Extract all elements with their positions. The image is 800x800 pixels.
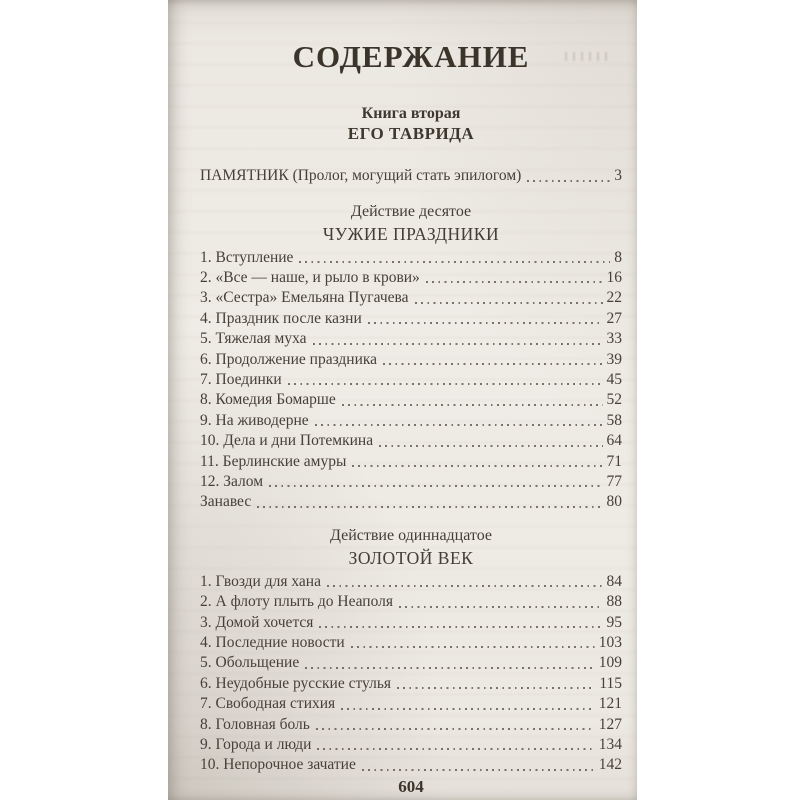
book-heading bbox=[200, 104, 622, 144]
toc-list bbox=[200, 248, 622, 513]
entry-page-number: 52 bbox=[606, 391, 622, 409]
toc-entry bbox=[200, 288, 622, 308]
entry-page-number: 95 bbox=[606, 613, 622, 631]
entry-page-number: 22 bbox=[606, 289, 622, 307]
entry-label: 3. Домой хочется bbox=[200, 613, 314, 631]
entry-page-number: 84 bbox=[606, 572, 622, 590]
entry-page-number: 8 bbox=[614, 248, 622, 266]
toc-entry bbox=[200, 452, 622, 472]
dot-leader bbox=[317, 748, 594, 750]
dot-leader bbox=[397, 687, 595, 689]
book-title: ЕГО ТАВРИДА bbox=[347, 124, 475, 143]
entry-page-number: 109 bbox=[598, 654, 622, 672]
dot-leader bbox=[527, 180, 610, 182]
entry-label: 9. Города и люди bbox=[200, 736, 312, 754]
toc-entry bbox=[200, 633, 622, 653]
toc-entry bbox=[200, 268, 622, 288]
entry-label: 10. Непорочное зачатие bbox=[200, 756, 356, 774]
entry-page-number: 115 bbox=[599, 674, 622, 692]
act-header bbox=[200, 201, 622, 245]
dot-leader bbox=[305, 667, 595, 669]
toc-entry bbox=[200, 694, 622, 714]
entry-page-number: 45 bbox=[606, 370, 622, 388]
entry-label: 6. Неудобные русские стулья bbox=[200, 674, 392, 692]
act-header bbox=[200, 525, 622, 569]
toc-entry bbox=[200, 572, 622, 592]
dot-leader bbox=[352, 465, 602, 467]
toc-entry bbox=[200, 431, 622, 451]
act-label: Действие десятое bbox=[350, 202, 472, 220]
toc-entry bbox=[200, 370, 622, 390]
entry-label: 1. Вступление bbox=[200, 248, 294, 266]
entry-page-number: 39 bbox=[606, 350, 622, 368]
dot-leader bbox=[341, 708, 595, 710]
entry-label: 7. Свободная стихия bbox=[200, 695, 336, 713]
toc-entry bbox=[200, 411, 622, 431]
toc-sections bbox=[200, 201, 622, 776]
entry-label: 9. На живодерне bbox=[200, 411, 309, 429]
dot-leader bbox=[313, 343, 603, 345]
dot-leader bbox=[327, 585, 603, 587]
toc-entry bbox=[200, 592, 622, 612]
entry-label: 6. Продолжение праздника bbox=[200, 350, 378, 368]
dot-leader bbox=[415, 302, 603, 304]
entry-label: 5. Тяжелая муха bbox=[200, 330, 307, 348]
entry-page-number: 58 bbox=[606, 411, 622, 429]
entry-label: 8. Комедия Бомарше bbox=[200, 391, 336, 409]
toc-entry bbox=[200, 653, 622, 673]
toc-entry bbox=[200, 350, 622, 370]
entry-page-number: 64 bbox=[606, 432, 622, 450]
entry-label: 7. Поединки bbox=[200, 370, 282, 388]
toc-entry bbox=[200, 472, 622, 492]
dot-leader bbox=[269, 485, 602, 487]
entry-page-number: 16 bbox=[606, 268, 622, 286]
toc-page bbox=[168, 0, 637, 800]
dot-leader bbox=[257, 506, 602, 508]
dot-leader bbox=[288, 383, 603, 385]
dot-leader bbox=[399, 606, 602, 608]
toc-entry-prologue bbox=[200, 166, 622, 187]
dot-leader bbox=[299, 261, 610, 263]
page-title: СОДЕРЖАНИЕ bbox=[292, 39, 530, 74]
dot-leader bbox=[319, 626, 602, 628]
entry-page-number: 77 bbox=[606, 472, 622, 490]
dot-leader bbox=[426, 281, 603, 283]
entry-label: 12. Залом bbox=[200, 472, 264, 490]
entry-page-number: 127 bbox=[598, 715, 622, 733]
toc-entry bbox=[200, 674, 622, 694]
dot-leader bbox=[342, 404, 603, 406]
entry-page-number: 3 bbox=[614, 167, 622, 184]
entry-label: 1. Гвозди для хана bbox=[200, 572, 321, 590]
entry-label: 2. А флоту плыть до Неаполя bbox=[200, 593, 394, 611]
toc-entry bbox=[200, 329, 622, 349]
entry-page-number: 80 bbox=[606, 493, 622, 511]
dot-leader bbox=[368, 322, 603, 324]
dot-leader bbox=[351, 646, 595, 648]
entry-label: 10. Дела и дни Потемкина bbox=[200, 432, 374, 450]
dot-leader bbox=[379, 445, 602, 447]
entry-label: 4. Последние новости bbox=[200, 634, 345, 651]
entry-page-number: 142 bbox=[598, 756, 622, 774]
toc-content bbox=[200, 0, 622, 800]
entry-page-number: 134 bbox=[598, 736, 622, 754]
toc-entry bbox=[200, 248, 622, 268]
entry-page-number: 71 bbox=[606, 452, 622, 470]
act-title: ЧУЖИЕ ПРАЗДНИКИ bbox=[322, 223, 500, 244]
entry-page-number: 121 bbox=[598, 695, 622, 713]
dot-leader bbox=[315, 424, 603, 426]
dot-leader bbox=[383, 363, 602, 365]
entry-label: Занавес bbox=[200, 493, 252, 511]
entry-label: ПАМЯТНИК (Пролог, могущий стать эпилогом) bbox=[200, 167, 522, 184]
toc-list bbox=[200, 572, 622, 776]
toc-entry bbox=[200, 735, 622, 755]
entry-page-number: 103 bbox=[598, 634, 622, 651]
entry-page-number: 88 bbox=[606, 593, 622, 611]
toc-entry bbox=[200, 492, 622, 512]
toc-entry bbox=[200, 309, 622, 329]
dot-leader bbox=[362, 769, 595, 771]
entry-page-number: 27 bbox=[606, 309, 622, 327]
entry-label: 2. «Все — наше, и рыло в крови» bbox=[200, 268, 420, 286]
book-number-label: Книга вторая bbox=[361, 105, 461, 122]
dot-leader bbox=[316, 728, 595, 730]
act-title: ЗОЛОТОЙ ВЕК bbox=[348, 547, 474, 568]
entry-label: 3. «Сестра» Емельяна Пугачева bbox=[200, 289, 409, 307]
toc-entry bbox=[200, 715, 622, 735]
entry-label: 5. Обольщение bbox=[200, 654, 300, 672]
act-label: Действие одиннадцатое bbox=[329, 526, 493, 544]
page-number: 604 bbox=[398, 776, 424, 796]
entry-label: 11. Берлинские амуры bbox=[200, 452, 347, 470]
toc-entry bbox=[200, 755, 622, 775]
entry-label: 4. Праздник после казни bbox=[200, 309, 362, 327]
entry-label: 8. Головная боль bbox=[200, 715, 310, 733]
toc-entry bbox=[200, 613, 622, 633]
toc-entry bbox=[200, 390, 622, 410]
entry-page-number: 33 bbox=[606, 330, 622, 348]
